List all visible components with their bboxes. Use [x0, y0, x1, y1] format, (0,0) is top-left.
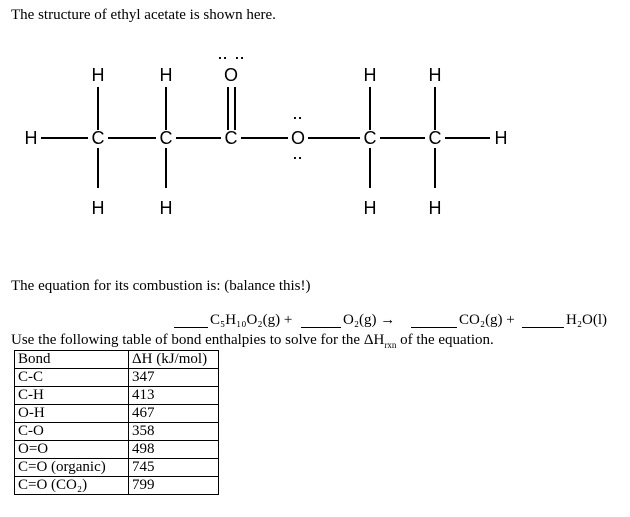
- equation-intro: The equation for its combustion is: (balance this!): [11, 278, 311, 294]
- intro-text: The structure of ethyl acetate is shown here.: [11, 7, 276, 23]
- carbon-1: C: [91, 128, 105, 148]
- table-row: [15, 387, 219, 405]
- enthalpy-cell: 745: [129, 459, 219, 477]
- bond-cell: O=O: [15, 441, 129, 459]
- table-header-row: [15, 351, 219, 369]
- carbon-2: C: [159, 128, 173, 148]
- carbon-5: C: [428, 128, 442, 148]
- table-row: [15, 405, 219, 423]
- coefficient-blank-1: [174, 327, 208, 328]
- enthalpy-cell: 799: [129, 477, 219, 495]
- table-row: [15, 441, 219, 459]
- instruction-text: [11, 332, 494, 350]
- h-right: H: [494, 128, 508, 148]
- ester-lone-pair-bottom: :: [291, 155, 307, 161]
- reactant-ethyl-acetate: C₅H₁₀O₂(g) +: [210, 312, 293, 328]
- combustion-equation: [0, 312, 630, 332]
- carbon-3: C: [224, 128, 238, 148]
- h-bottom-1: H: [91, 198, 105, 218]
- h-top-5: H: [428, 65, 442, 85]
- ester-lone-pair-top: :: [291, 115, 307, 121]
- h-top-4: H: [363, 65, 377, 85]
- h-bottom-4: H: [363, 198, 377, 218]
- coefficient-blank-2: [301, 327, 341, 328]
- product-water: H₂O(l): [566, 312, 608, 328]
- enthalpy-cell: 347: [129, 369, 219, 387]
- carbon-4: C: [363, 128, 377, 148]
- ethyl-acetate-structure: [0, 50, 630, 230]
- bond-cell: C-H: [15, 387, 129, 405]
- table-row: [15, 477, 219, 495]
- instruction-subscript: rxn: [384, 340, 397, 350]
- instruction-after: of the equation.: [396, 332, 494, 348]
- h-bottom-2: H: [159, 198, 173, 218]
- header-bond: Bond: [15, 351, 129, 369]
- product-carbon-dioxide: CO₂(g) +: [459, 312, 515, 328]
- h-bottom-5: H: [428, 198, 442, 218]
- enthalpy-cell: 498: [129, 441, 219, 459]
- header-enthalpy: ΔH (kJ/mol): [129, 351, 219, 369]
- carbonyl-lone-pair-right: :: [233, 55, 249, 61]
- instruction-before: Use the following table of bond enthalpies to solve for the ΔH: [11, 332, 385, 348]
- carbonyl-lone-pair-left: :: [216, 55, 232, 61]
- table-row: [15, 459, 219, 477]
- bond-cell: O-H: [15, 405, 129, 423]
- h-left: H: [24, 128, 38, 148]
- carbonyl-oxygen: O: [223, 65, 239, 85]
- bond-cell: C=O (organic): [15, 459, 129, 477]
- h-top-2: H: [159, 65, 173, 85]
- bond-cell: C-O: [15, 423, 129, 441]
- ester-oxygen: O: [290, 128, 306, 148]
- table-row: [15, 369, 219, 387]
- bond-cell: C-C: [15, 369, 129, 387]
- enthalpy-cell: 467: [129, 405, 219, 423]
- bond-enthalpy-table: [14, 350, 219, 495]
- table-row: [15, 423, 219, 441]
- enthalpy-cell: 413: [129, 387, 219, 405]
- bond-cell: C=O (CO₂): [15, 477, 129, 495]
- coefficient-blank-3: [411, 327, 457, 328]
- h-top-1: H: [91, 65, 105, 85]
- coefficient-blank-4: [522, 327, 564, 328]
- reactant-oxygen: O₂(g) →: [343, 312, 396, 328]
- enthalpy-cell: 358: [129, 423, 219, 441]
